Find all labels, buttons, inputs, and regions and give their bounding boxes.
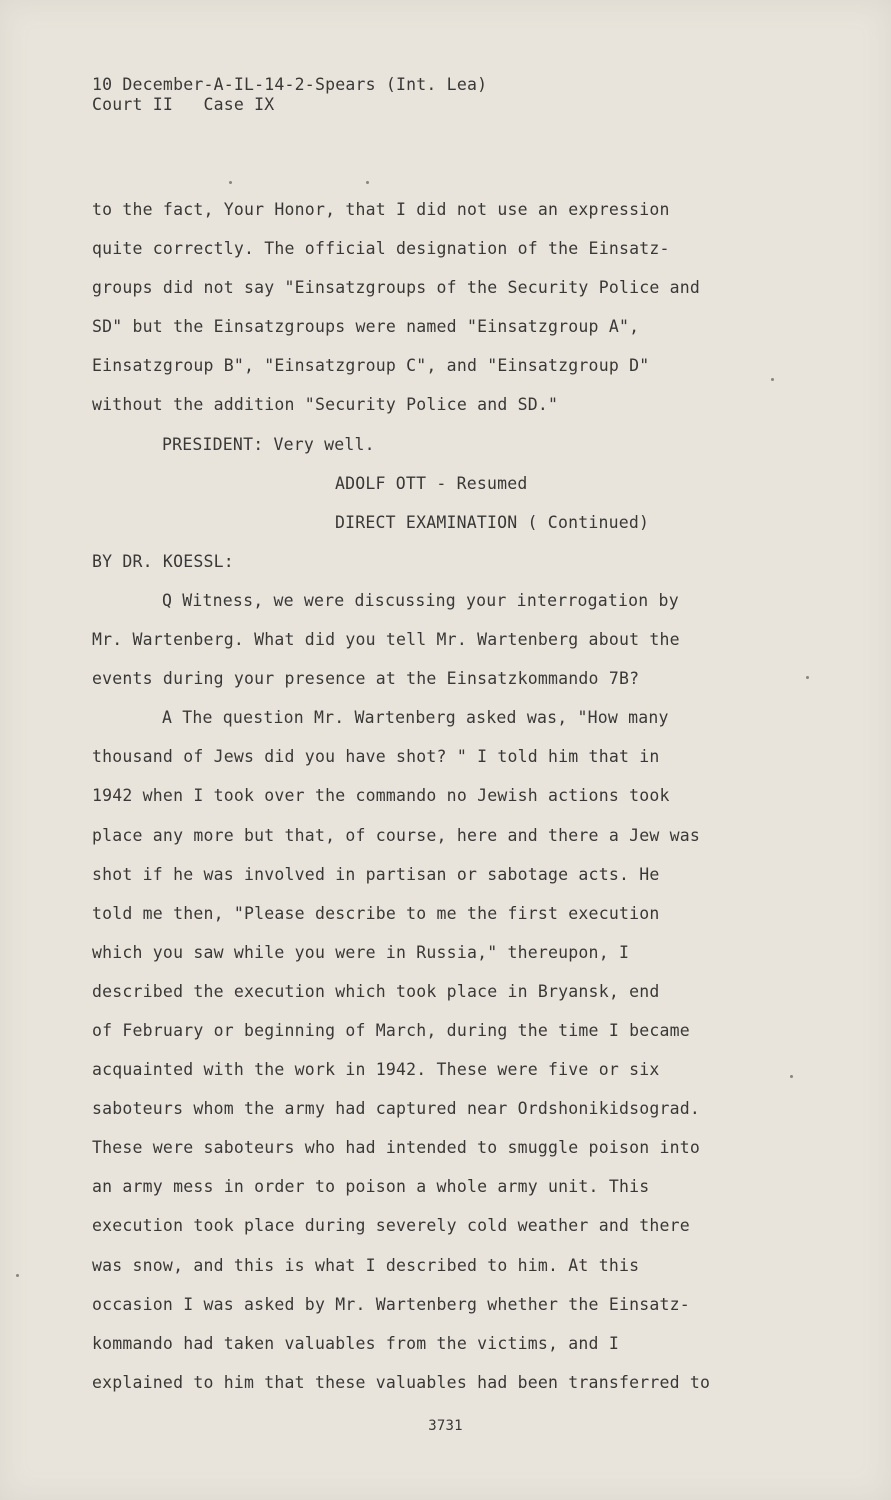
paper-speck [806,676,809,679]
paper-speck [16,1274,19,1277]
question-line: Q Witness, we were discussing your interrogation by [162,590,679,610]
transcript-line: Mr. Wartenberg. What did you tell Mr. Wartenberg about the [92,630,680,650]
paper-speck [771,378,774,381]
transcript-line: kommando had taken valuables from the victims, and I [92,1333,619,1353]
transcript-line: to the fact, Your Honor, that I did not use an expression [92,200,670,219]
transcript-line: an army mess in order to poison a whole army unit. This [92,1177,650,1197]
transcript-line: events during your presence at the Einsatzkommando 7B? [92,669,640,689]
transcript-line: SD" but the Einsatzgroups were named "Einsatzgroup A", [92,317,640,337]
witness-heading: ADOLF OTT - Resumed [335,473,528,493]
transcript-line: groups did not say "Einsatzgroups of the Security Police and [92,278,701,298]
transcript-line: execution took place during severely cold weather and there [92,1216,690,1236]
header-reference-line: 10 December-A-IL-14-2-Spears (Int. Lea) [92,75,488,94]
transcript-line: told me then, "Please describe to me the first execution [92,903,660,923]
transcript-line: shot if he was involved in partisan or sabotage acts. He [92,864,660,884]
document-header [92,75,487,115]
page-number: 3731 [428,1418,463,1434]
transcript-line: quite correctly. The official designation of the Einsatz- [92,239,670,259]
transcript-line: without the addition "Security Police and SD." [92,395,559,415]
transcript-line: which you saw while you were in Russia," thereupon, I [92,942,630,962]
paper-speck [790,1075,793,1078]
transcript-line: acquainted with the work in 1942. These were five or six [92,1060,660,1080]
transcript-line: explained to him that these valuables had been transferred to [92,1372,711,1392]
transcript-line: 1942 when I took over the commando no Jewish actions took [92,786,670,806]
transcript-line: of February or beginning of March, during the time I became [92,1020,690,1040]
transcript-line: was snow, and this is what I described to him. At this [92,1255,640,1275]
transcript-line: saboteurs whom the army had captured near Ordshonikidsograd. [92,1099,701,1119]
transcript-line: thousand of Jews did you have shot? " I told him that in [92,747,660,767]
transcript-line: place any more but that, of course, here and there a Jew was [92,825,701,845]
transcript-line: These were saboteurs who had intended to smuggle poison into [92,1138,701,1158]
paper-speck [366,181,369,184]
transcript-line: occasion I was asked by Mr. Wartenberg whether the Einsatz- [92,1294,690,1314]
examiner-label: BY DR. KOESSL: [92,551,234,571]
examination-heading: DIRECT EXAMINATION ( Continued) [335,512,650,532]
president-remark: PRESIDENT: Very well. [162,434,375,454]
paper-speck [229,181,232,184]
answer-line: A The question Mr. Wartenberg asked was, "How many [162,708,669,728]
header-court-line: Court II Case IX [92,95,275,114]
transcript-line: Einsatzgroup B", "Einsatzgroup C", and "Einsatzgroup D" [92,356,650,376]
transcript-body [92,190,812,1402]
transcript-line: described the execution which took place in Bryansk, end [92,981,660,1001]
